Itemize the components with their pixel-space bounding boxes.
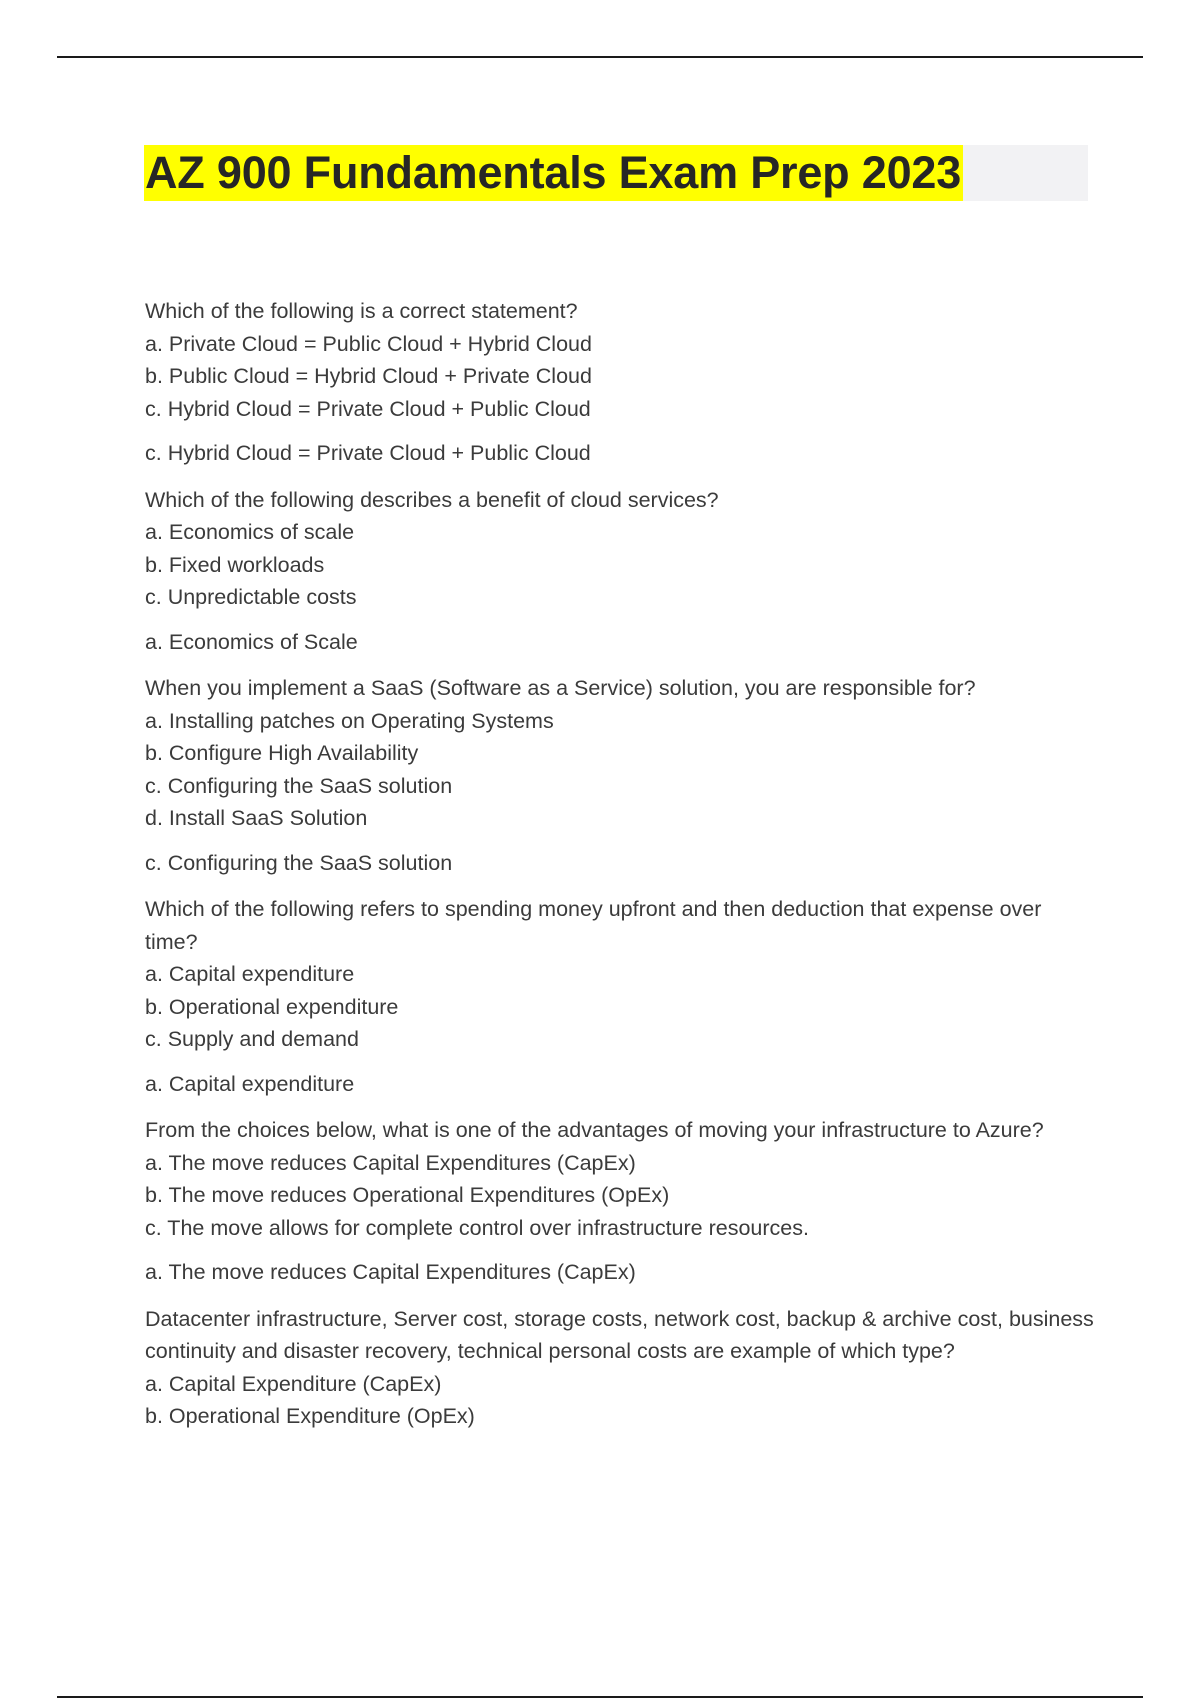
correct-answer: a. Economics of Scale [145, 629, 358, 654]
question-block [145, 484, 1095, 659]
answer-option: c. The move allows for complete control over infrastructure resources. [145, 1215, 809, 1240]
answer-option: d. Install SaaS Solution [145, 806, 368, 830]
answer-option: b. The move reduces Operational Expenditures (OpEx) [145, 1183, 670, 1207]
question-block [145, 295, 1095, 470]
document-title: AZ 900 Fundamentals Exam Prep 2023 [144, 145, 963, 201]
question-list [145, 295, 1095, 1447]
answer-option: a. Private Cloud = Public Cloud + Hybrid Cloud [145, 331, 592, 356]
answer-option: b. Fixed workloads [145, 552, 325, 577]
answer-option: c. Supply and demand [145, 1027, 359, 1051]
top-rule [57, 56, 1143, 58]
question-block [145, 1303, 1095, 1433]
correct-answer: a. Capital expenditure [145, 1071, 355, 1096]
question-block [145, 893, 1095, 1100]
answer-option: b. Operational expenditure [145, 994, 399, 1019]
title-band [144, 145, 1088, 201]
question-text: Which of the following describes a benefit of cloud services? [145, 487, 719, 512]
question-block [145, 672, 1095, 879]
answer-option: c. Configuring the SaaS solution [145, 773, 453, 798]
correct-answer: c. Configuring the SaaS solution [145, 850, 453, 875]
question-text: When you implement a SaaS (Software as a Service) solution, you are responsible for? [145, 676, 976, 700]
answer-option: a. Economics of scale [145, 520, 355, 544]
question-text: Datacenter infrastructure, Server cost, storage costs, network cost, backup & archive cost, business continuity and disaster recovery, technical personal costs are example of which type? [145, 1306, 1094, 1363]
answer-option: a. The move reduces Capital Expenditures (CapEx) [145, 1150, 636, 1175]
answer-option: a. Capital Expenditure (CapEx) [145, 1371, 442, 1396]
correct-answer: a. The move reduces Capital Expenditures (CapEx) [145, 1260, 636, 1284]
answer-option: c. Hybrid Cloud = Private Cloud + Public Cloud [145, 396, 591, 421]
question-text: Which of the following is a correct statement? [145, 299, 578, 323]
answer-option: b. Configure High Availability [145, 741, 419, 765]
answer-option: b. Public Cloud = Hybrid Cloud + Private Cloud [145, 364, 592, 388]
correct-answer: c. Hybrid Cloud = Private Cloud + Public Cloud [145, 441, 591, 465]
question-text: From the choices below, what is one of the advantages of moving your infrastructure to Azure? [145, 1118, 1044, 1142]
answer-option: c. Unpredictable costs [145, 585, 357, 609]
question-block [145, 1114, 1095, 1289]
answer-option: b. Operational Expenditure (OpEx) [145, 1404, 475, 1428]
answer-option: a. Capital expenditure [145, 962, 355, 986]
question-text: Which of the following refers to spending money upfront and then deduction that expense over time? [145, 897, 1042, 954]
bottom-rule [57, 1696, 1143, 1698]
answer-option: a. Installing patches on Operating Systems [145, 708, 554, 733]
